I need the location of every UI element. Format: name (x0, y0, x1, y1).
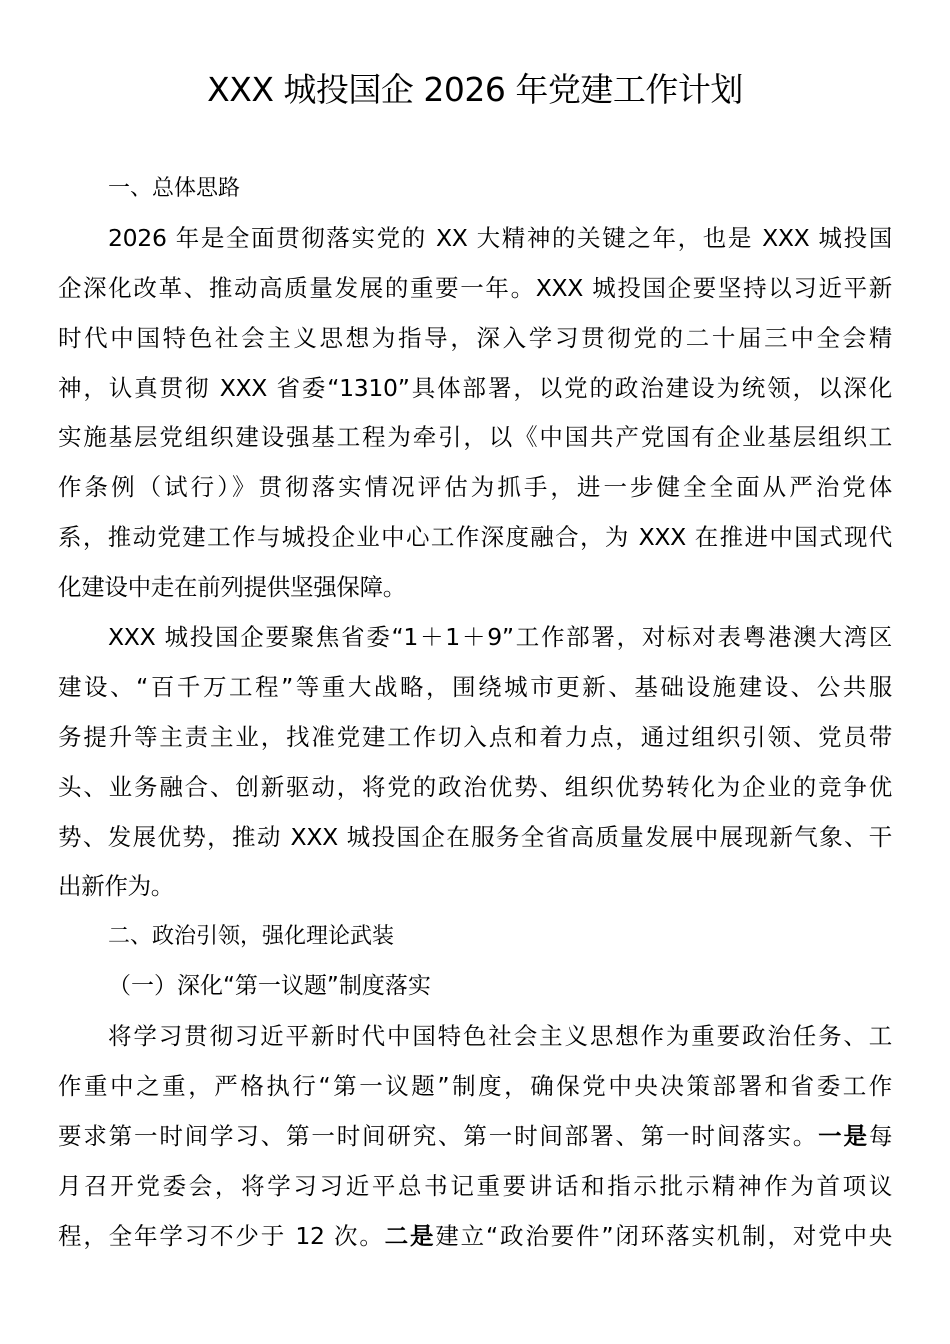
paragraph-line: 务提升等主责主业，找准党建工作切入点和着力点，通过组织引领、党员带 (58, 722, 892, 751)
paragraph-line: 企深化改革、推动高质量发展的重要一年。XXX 城投国企要坚持以习近平新 (58, 273, 892, 302)
paragraph-line: 将学习贯彻习近平新时代中国特色社会主义思想作为重要政治任务、工 (108, 1022, 892, 1051)
document-title: XXX 城投国企 2026 年党建工作计划 (207, 70, 743, 109)
line-text: 要求第一时间学习、第一时间研究、第一时间部署、第一时间落实。 (58, 1121, 819, 1150)
paragraph-line: 实施基层党组织建设强基工程为牵引，以《中国共产党国有企业基层组织工 (58, 423, 892, 452)
paragraph-1 (58, 214, 892, 613)
paragraph-line: 时代中国特色社会主义思想为指导，深入学习贯彻党的二十届三中全会精 (58, 323, 892, 352)
paragraph-line: 作条例（试行）》贯彻落实情况评估为抓手，进一步健全全面从严治党体 (58, 473, 892, 502)
paragraph-line: 化建设中走在前列提供坚强保障。 (58, 573, 406, 602)
paragraph-line: 势、发展优势，推动 XXX 城投国企在服务全省高质量发展中展现新气象、干 (58, 822, 892, 851)
paragraph-line: 出新作为。 (58, 872, 174, 901)
paragraph-line: 作重中之重，严格执行“第一议题”制度，确保党中央决策部署和省委工作 (58, 1072, 892, 1101)
paragraph-2 (58, 613, 892, 912)
paragraph-line: 2026 年是全面贯彻落实党的 XX 大精神的关键之年，也是 XXX 城投国 (108, 223, 892, 252)
line-text: 每 (868, 1121, 893, 1150)
section-heading-political-leadership: 二、政治引领，强化理论武装 (108, 924, 395, 950)
subsection-heading-first-topic: （一）深化“第一议题”制度落实 (108, 973, 431, 1000)
paragraph-line (58, 1112, 892, 1162)
bold-marker-first: 一是 (818, 1121, 869, 1150)
paragraph-line (58, 1212, 892, 1262)
section-heading-overall-approach: 一、总体思路 (108, 176, 241, 201)
paragraph-line: XXX 城投国企要聚焦省委“1＋1＋9”工作部署，对标对表粤港澳大湾区 (108, 623, 892, 652)
bold-marker-second: 二是 (384, 1221, 436, 1250)
document-body (58, 164, 892, 1262)
paragraph-line: 神，认真贯彻 XXX 省委“1310”具体部署，以党的政治建设为统领，以深化 (58, 373, 892, 402)
line-text: 程，全年学习不少于 12 次。 (58, 1221, 385, 1250)
paragraph-line: 系，推动党建工作与城投企业中心工作深度融合，为 XXX 在推进中国式现代 (58, 523, 892, 552)
paragraph-3 (58, 1012, 892, 1261)
paragraph-line: 月召开党委会，将学习习近平总书记重要讲话和指示批示精神作为首项议 (58, 1171, 892, 1200)
line-text: 建立“政治要件”闭环落实机制，对党中央 (435, 1221, 892, 1250)
paragraph-line: 头、业务融合、创新驱动，将党的政治优势、组织优势转化为企业的竞争优 (58, 772, 892, 801)
paragraph-line: 建设、“百千万工程”等重大战略，围绕城市更新、基础设施建设、公共服 (58, 672, 892, 701)
